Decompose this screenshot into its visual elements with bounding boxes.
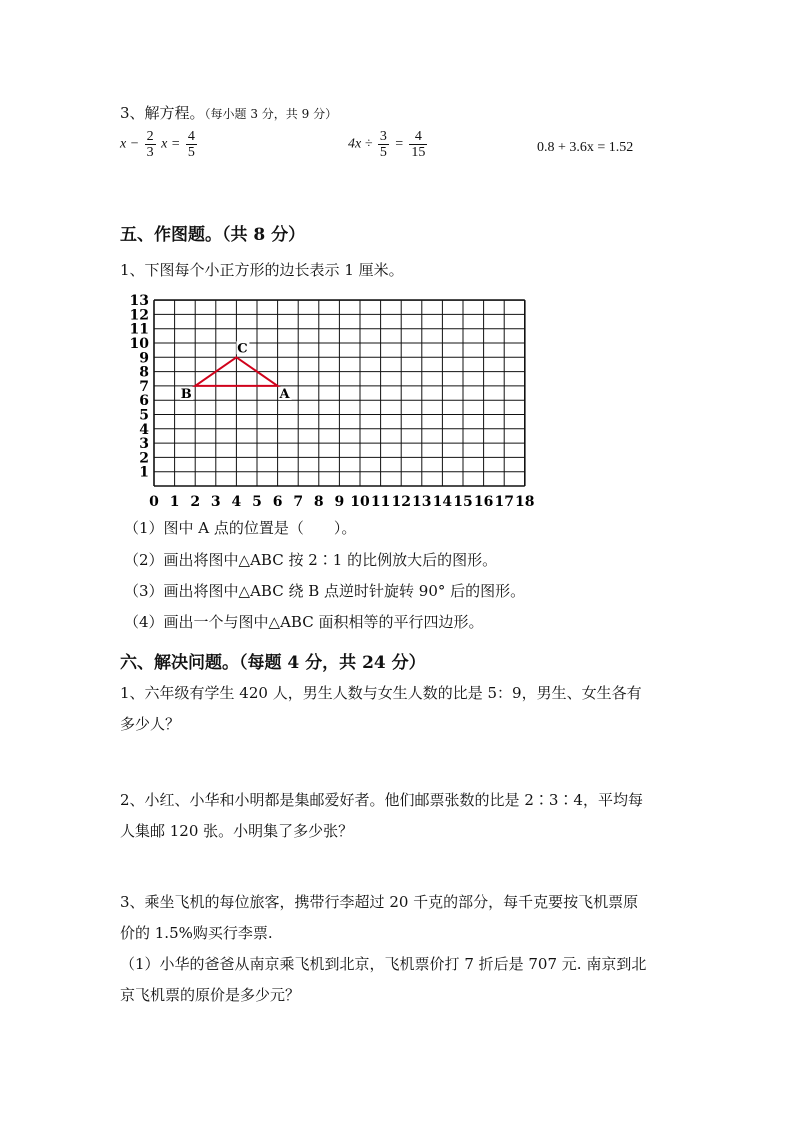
y-tick-label: 8: [139, 364, 149, 381]
x-tick-label: 17: [494, 494, 514, 510]
y-tick-label: 7: [139, 378, 149, 395]
problem-1-line-2: 多少人？: [120, 715, 181, 733]
x-tick-label: 18: [515, 494, 535, 510]
problem-2-line-1: 2、小红、小华和小明都是集邮爱好者。他们邮票张数的比是 2∶3∶4，平均每: [120, 791, 643, 809]
eq2-f1-den: 5: [379, 145, 387, 160]
x-tick-label: 0: [149, 494, 159, 510]
problem-1: [120, 678, 642, 740]
y-tick-label: 13: [129, 293, 149, 310]
y-tick-label: 5: [139, 407, 149, 424]
section3-note: （每小题 3 分，共 9 分）: [204, 107, 338, 121]
equation-2: [348, 129, 429, 160]
y-tick-label: 9: [139, 350, 149, 367]
x-tick-label: 4: [231, 494, 242, 510]
section3-heading: [120, 102, 337, 123]
section5-sub2: （2）画出将图中△ABC 按 2∶1 的比例放大后的图形。: [124, 551, 498, 569]
x-tick-label: 11: [370, 494, 391, 510]
eq1-f1-den: 3: [146, 145, 154, 160]
eq1-f1-num: 2: [146, 129, 154, 144]
section5-sub4: （4）画出一个与图中△ABC 面积相等的平行四边形。: [124, 613, 484, 631]
x-tick-label: 6: [272, 494, 283, 510]
eq2-part-b: =: [394, 136, 404, 152]
problem-2-line-2: 人集邮 120 张。小明集了多少张？: [120, 822, 354, 840]
equation-3: 0.8 + 3.6x = 1.52: [537, 140, 634, 155]
point-label-b: B: [180, 386, 192, 402]
eq2-fraction-2: [409, 129, 427, 160]
x-tick-label: 5: [252, 494, 262, 510]
equation-1: [120, 129, 199, 160]
y-tick-label: 11: [129, 321, 149, 338]
y-tick-label: 4: [139, 421, 149, 438]
y-tick-label: 6: [139, 393, 149, 410]
problem-2: [120, 785, 643, 847]
eq1-part-a: x −: [120, 136, 140, 152]
x-tick-label: 3: [210, 494, 221, 510]
section6-title: 六、解决问题。（每题 4 分，共 24 分）: [120, 653, 426, 673]
x-tick-label: 2: [190, 494, 201, 510]
x-tick-label: 9: [334, 494, 345, 510]
x-tick-label: 16: [473, 494, 494, 510]
section3-title: 3、解方程。: [120, 104, 205, 122]
eq1-fraction-2: [186, 129, 197, 160]
x-tick-label: 15: [453, 494, 473, 510]
x-tick-label: 8: [313, 494, 324, 510]
section5-sub3: （3）画出将图中△ABC 绕 B 点逆时针旋转 90° 后的图形。: [124, 582, 526, 600]
section5-sub1: （1）图中 A 点的位置是（ ）。: [124, 519, 357, 537]
problem-3-line-2: 价的 1.5%购买行李票.: [120, 924, 273, 942]
y-tick-label: 3: [139, 436, 149, 453]
eq2-f2-den: 15: [411, 145, 426, 160]
x-tick-label: 14: [432, 494, 453, 510]
eq2-f1-num: 3: [379, 129, 387, 144]
problem-3-sub1-line-1: （1）小华的爸爸从南京乘飞机到北京，飞机票价打 7 折后是 707 元. 南京到北: [120, 955, 647, 973]
eq2-part-a: 4x ÷: [348, 136, 373, 152]
eq2-fraction-1: [378, 129, 389, 160]
problem-3-sub1-line-2: 京飞机票的原价是多少元？: [120, 986, 301, 1004]
y-tick-label: 1: [139, 464, 149, 481]
eq2-f2-num: 4: [409, 129, 427, 145]
eq1-part-b: x =: [161, 136, 181, 152]
point-label-a: A: [279, 386, 290, 402]
coordinate-grid: [120, 280, 540, 510]
point-label-c: C: [237, 341, 248, 357]
x-tick-label: 7: [293, 494, 304, 510]
eq1-fraction-1: [145, 129, 156, 160]
x-tick-label: 10: [350, 494, 370, 510]
problem-3-line-1: 3、乘坐飞机的每位旅客，携带行李超过 20 千克的部分，每千克要按飞机票原: [120, 893, 639, 911]
y-tick-label: 10: [129, 336, 149, 352]
problem-3: [120, 887, 646, 1011]
x-tick-label: 13: [412, 494, 432, 510]
section5-title: 五、作图题。（共 8 分）: [120, 225, 306, 245]
x-tick-label: 1: [169, 494, 180, 510]
y-tick-label: 12: [129, 307, 149, 324]
problem-1-line-1: 1、六年级有学生 420 人，男生人数与女生人数的比是 5：9，男生、女生各有: [120, 684, 642, 702]
eq1-f2-num: 4: [187, 129, 195, 144]
eq1-f2-den: 5: [187, 145, 195, 160]
x-tick-label: 12: [391, 494, 411, 510]
section5-q1: 1、下图每个小正方形的边长表示 1 厘米。: [120, 261, 404, 279]
y-tick-label: 2: [139, 450, 149, 467]
